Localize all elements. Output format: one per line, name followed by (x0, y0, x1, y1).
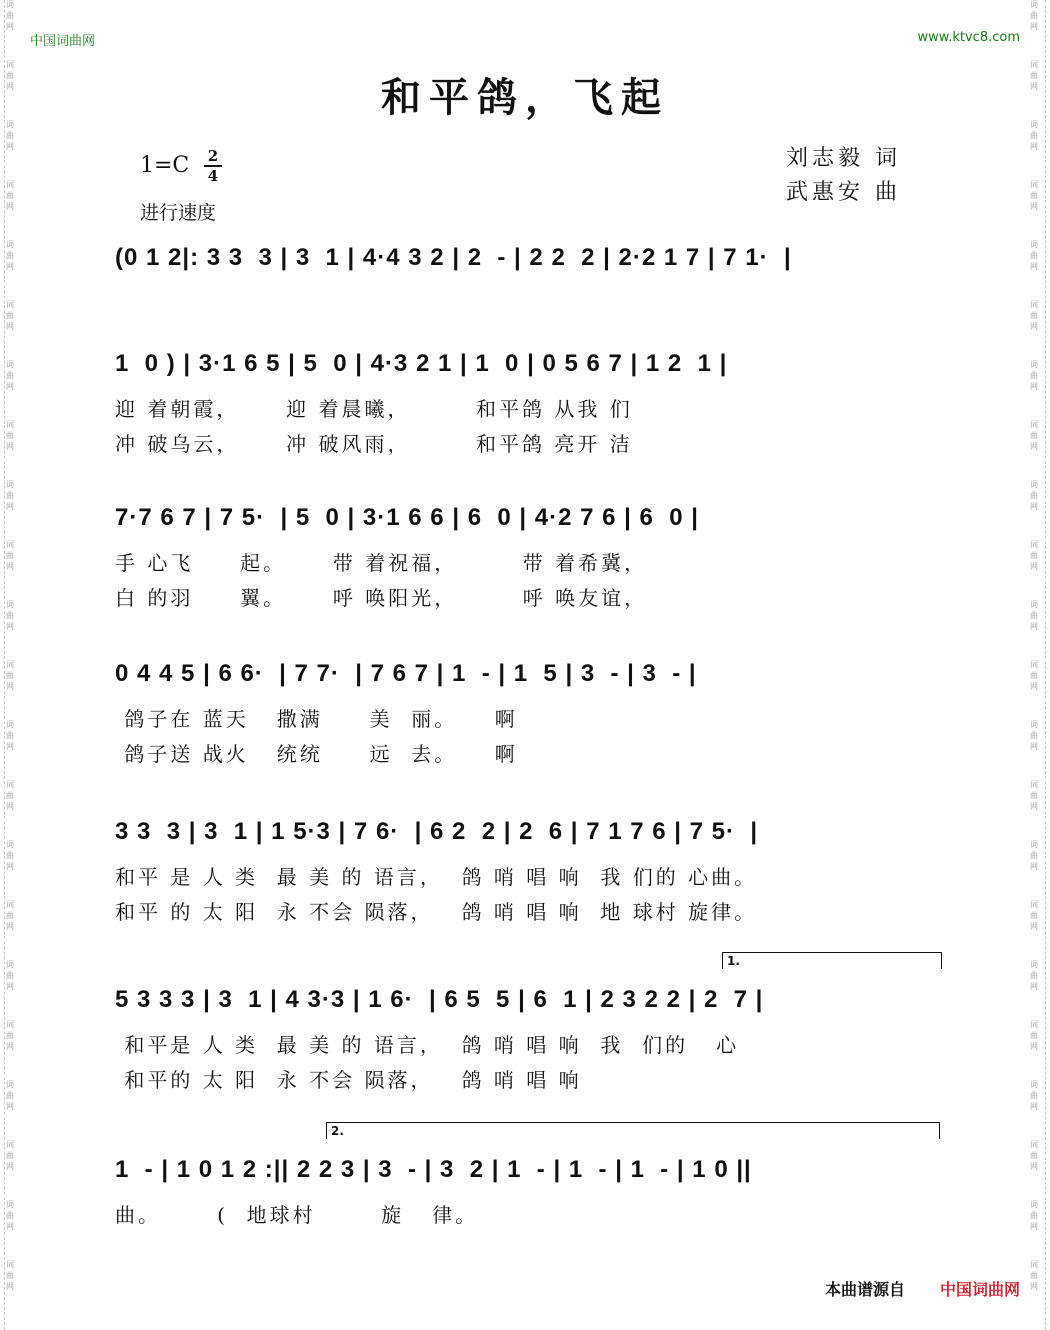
side-watermark-glyph: 网 (1030, 982, 1038, 991)
side-watermark-glyph: 网 (6, 1222, 14, 1231)
side-watermark-glyph: 词 (6, 60, 14, 69)
time-top: 2 (207, 147, 219, 165)
right-dashed-border (1029, 0, 1046, 1330)
side-watermark-glyph: 词 (1030, 840, 1038, 849)
side-watermark-glyph: 曲 (6, 131, 14, 140)
side-watermark-glyph: 词 (1030, 1200, 1038, 1209)
side-watermark-glyph: 曲 (1030, 911, 1038, 920)
side-watermark-glyph: 网 (1030, 322, 1038, 331)
side-watermark-glyph: 曲 (6, 911, 14, 920)
side-watermark-glyph: 词 (6, 1260, 14, 1269)
lyric-line: 和平 的 太 阳 永 不会 陨落， 鸽 哨 唱 响 地 球村 旋律。 (115, 900, 758, 924)
side-watermark-glyph: 词 (1030, 480, 1038, 489)
side-watermark-glyph: 网 (1030, 862, 1038, 871)
side-watermark-glyph: 网 (6, 22, 14, 31)
side-watermark-glyph: 曲 (1030, 1211, 1038, 1220)
side-watermark-glyph: 网 (6, 322, 14, 331)
side-watermark-glyph: 词 (6, 600, 14, 609)
side-watermark-glyph: 网 (6, 202, 14, 211)
side-watermark-glyph: 曲 (1030, 1271, 1038, 1280)
side-watermark-glyph: 词 (1030, 300, 1038, 309)
side-watermark-glyph: 词 (1030, 660, 1038, 669)
footer-source-label: 本曲谱源自 (824, 1280, 905, 1299)
volta-second (326, 1122, 940, 1139)
side-watermark-glyph: 网 (6, 442, 14, 451)
side-watermark-glyph: 曲 (1030, 1031, 1038, 1040)
lyric-line: 和平的 太 阳 永 不会 陨落， 鸽 哨 唱 响 (115, 1068, 582, 1092)
side-watermark-glyph: 词 (6, 360, 14, 369)
side-watermark-glyph: 词 (1030, 60, 1038, 69)
side-watermark-glyph: 网 (6, 82, 14, 91)
side-watermark-glyph: 网 (1030, 202, 1038, 211)
side-watermark-glyph: 曲 (6, 1151, 14, 1160)
side-watermark-glyph: 曲 (1030, 11, 1038, 20)
side-watermark-glyph: 网 (1030, 1102, 1038, 1111)
side-watermark-glyph: 网 (1030, 1162, 1038, 1171)
side-watermark-glyph: 网 (1030, 1222, 1038, 1231)
side-watermark-glyph: 网 (6, 262, 14, 271)
side-watermark-glyph: 曲 (6, 791, 14, 800)
side-watermark-glyph: 词 (1030, 1080, 1038, 1089)
side-watermark-glyph: 词 (1030, 960, 1038, 969)
side-watermark-glyph: 词 (1030, 180, 1038, 189)
side-watermark-glyph: 网 (6, 382, 14, 391)
side-watermark-glyph: 曲 (1030, 1151, 1038, 1160)
site-logo-text[interactable]: 中国词曲网 (30, 34, 96, 49)
composer-credit: 武惠安 曲 (786, 180, 901, 205)
side-watermark-glyph: 曲 (6, 71, 14, 80)
side-watermark-glyph: 词 (6, 1080, 14, 1089)
side-watermark-glyph: 曲 (1030, 971, 1038, 980)
side-watermark-glyph: 曲 (6, 731, 14, 740)
side-watermark-glyph: 曲 (1030, 551, 1038, 560)
side-watermark-glyph: 网 (6, 502, 14, 511)
side-watermark-glyph: 曲 (6, 1031, 14, 1040)
side-watermark-glyph: 曲 (1030, 791, 1038, 800)
side-watermark-glyph: 曲 (1030, 71, 1038, 80)
side-watermark-glyph: 曲 (6, 251, 14, 260)
volta-first (722, 952, 942, 969)
footer-source-site[interactable]: 中国词曲网 (939, 1280, 1020, 1299)
side-watermark-glyph: 曲 (1030, 491, 1038, 500)
side-watermark-glyph: 词 (6, 420, 14, 429)
side-watermark-glyph: 曲 (1030, 671, 1038, 680)
side-watermark-glyph: 网 (6, 802, 14, 811)
notation-line: 1 - | 1 0 1 2 :|| 2 2 3 | 3 - | 3 2 | 1 - | 1 - | 1 - | 1 0 || (115, 1156, 752, 1183)
side-watermark-glyph: 网 (1030, 622, 1038, 631)
side-watermark-glyph: 词 (6, 0, 14, 9)
side-watermark-glyph: 曲 (1030, 311, 1038, 320)
side-watermark-glyph: 曲 (1030, 131, 1038, 140)
side-watermark-glyph: 曲 (6, 611, 14, 620)
side-watermark-glyph: 网 (1030, 502, 1038, 511)
side-watermark-glyph: 词 (6, 240, 14, 249)
side-watermark-glyph: 曲 (6, 971, 14, 980)
lyric-line: 和平 是 人 类 最 美 的 语言， 鸽 哨 唱 响 我 们的 心曲。 (115, 865, 758, 889)
notation-line: 7·7 6 7 | 7 5· | 5 0 | 3·1 6 6 | 6 0 | 4·2 7 6 | 6 0 | (115, 504, 699, 531)
side-watermark-glyph: 网 (6, 1042, 14, 1051)
side-watermark-glyph: 网 (1030, 802, 1038, 811)
side-watermark-glyph: 网 (6, 982, 14, 991)
lyric-line: 鸽子送 战火 统统 远 去。 啊 (115, 742, 518, 766)
side-watermark-glyph: 曲 (1030, 191, 1038, 200)
side-watermark-glyph: 网 (1030, 1282, 1038, 1291)
side-watermark-glyph: 词 (1030, 420, 1038, 429)
side-watermark-glyph: 词 (6, 960, 14, 969)
side-watermark-glyph: 词 (6, 180, 14, 189)
side-watermark-glyph: 网 (6, 1282, 14, 1291)
side-watermark-glyph: 网 (1030, 562, 1038, 571)
side-watermark-glyph: 曲 (1030, 1091, 1038, 1100)
side-watermark-glyph: 词 (6, 1140, 14, 1149)
lyric-line: 手 心飞 起。 带 着祝福， 带 着希冀， (115, 551, 648, 575)
lyric-line: 冲 破乌云， 冲 破风雨， 和平鸽 亮开 洁 (115, 432, 633, 456)
side-watermark-glyph: 网 (1030, 382, 1038, 391)
side-watermark-glyph: 曲 (1030, 731, 1038, 740)
lyric-line: 和平是 人 类 最 美 的 语言， 鸽 哨 唱 响 我 们的 心 (115, 1033, 740, 1057)
side-watermark-glyph: 词 (6, 660, 14, 669)
notation-line: 0 4 4 5 | 6 6· | 7 7· | 7 6 7 | 1 - | 1 5 | 3 - | 3 - | (115, 660, 697, 687)
side-watermark-glyph: 词 (1030, 780, 1038, 789)
lyric-line: 白 的羽 翼。 呼 唤阳光， 呼 唤友谊， (115, 586, 648, 610)
notation-line: (0 1 2|: 3 3 3 | 3 1 | 4·4 3 2 | 2 - | 2 2 2 | 2·2 1 7 | 7 1· | (115, 244, 792, 271)
side-watermark-glyph: 网 (1030, 142, 1038, 151)
side-watermark-glyph: 曲 (6, 551, 14, 560)
key-signature: 1=C (140, 153, 190, 178)
side-watermark-glyph: 网 (1030, 442, 1038, 451)
notation-line: 1 0 ) | 3·1 6 5 | 5 0 | 4·3 2 1 | 1 0 | 0 5 6 7 | 1 2 1 | (115, 350, 728, 377)
notation-line: 5 3 3 3 | 3 1 | 4 3·3 | 1 6· | 6 5 5 | 6 1 | 2 3 2 2 | 2 7 | (115, 986, 764, 1013)
side-watermark-glyph: 词 (1030, 1020, 1038, 1029)
side-watermark-glyph: 词 (1030, 540, 1038, 549)
side-watermark-glyph: 词 (1030, 120, 1038, 129)
side-watermark-glyph: 词 (6, 300, 14, 309)
side-watermark-glyph: 词 (6, 840, 14, 849)
side-watermark-glyph: 网 (6, 1162, 14, 1171)
side-watermark-glyph: 词 (1030, 720, 1038, 729)
side-watermark-glyph: 网 (6, 742, 14, 751)
side-watermark-glyph: 词 (6, 540, 14, 549)
side-watermark-glyph: 曲 (1030, 611, 1038, 620)
credits (786, 142, 901, 210)
side-watermark-glyph: 网 (1030, 922, 1038, 931)
side-watermark-glyph: 词 (1030, 240, 1038, 249)
site-url[interactable]: www.ktvc8.com (917, 30, 1020, 45)
side-watermark-glyph: 网 (1030, 22, 1038, 31)
side-watermark-glyph: 网 (1030, 1042, 1038, 1051)
side-watermark-glyph: 词 (1030, 1140, 1038, 1149)
side-watermark-glyph: 词 (6, 1200, 14, 1209)
side-watermark-glyph: 网 (6, 622, 14, 631)
lyric-line: 迎 着朝霞， 迎 着晨曦， 和平鸽 从我 们 (115, 397, 633, 421)
volta-first-label: 1. (727, 954, 740, 968)
song-title: 和平鸽，飞起 (381, 74, 669, 121)
side-watermark-glyph: 曲 (6, 851, 14, 860)
side-watermark-glyph: 曲 (6, 1211, 14, 1220)
side-watermark-glyph: 网 (6, 1102, 14, 1111)
side-watermark-glyph: 曲 (1030, 431, 1038, 440)
side-watermark-glyph: 词 (1030, 360, 1038, 369)
side-watermark-glyph: 网 (1030, 682, 1038, 691)
time-bottom: 4 (207, 167, 219, 185)
side-watermark-glyph: 曲 (1030, 371, 1038, 380)
side-watermark-glyph: 曲 (1030, 851, 1038, 860)
side-watermark-glyph: 曲 (6, 191, 14, 200)
side-watermark-glyph: 词 (6, 900, 14, 909)
lyric-line: 曲。 ( 地球村 旋 律。 (115, 1203, 479, 1227)
side-watermark-glyph: 词 (6, 1020, 14, 1029)
side-watermark-glyph: 词 (6, 480, 14, 489)
side-watermark-glyph: 曲 (6, 11, 14, 20)
side-watermark-glyph: 曲 (6, 311, 14, 320)
side-watermark-glyph: 曲 (6, 1091, 14, 1100)
side-watermark-glyph: 词 (6, 780, 14, 789)
side-watermark-glyph: 词 (6, 720, 14, 729)
side-watermark-glyph: 网 (6, 682, 14, 691)
lyric-line: 鸽子在 蓝天 撒满 美 丽。 啊 (115, 707, 518, 731)
notation-line: 3 3 3 | 3 1 | 1 5·3 | 7 6· | 6 2 2 | 2 6 | 7 1 7 6 | 7 5· | (115, 818, 759, 845)
side-watermark-glyph: 网 (1030, 82, 1038, 91)
side-watermark-glyph: 词 (1030, 1260, 1038, 1269)
side-watermark-glyph: 网 (6, 922, 14, 931)
tempo-marking: 进行速度 (140, 202, 217, 224)
side-watermark-glyph: 网 (1030, 262, 1038, 271)
time-signature (204, 148, 222, 184)
side-watermark-glyph: 词 (1030, 600, 1038, 609)
volta-second-label: 2. (331, 1124, 344, 1138)
side-watermark-glyph: 曲 (6, 491, 14, 500)
side-watermark-glyph: 曲 (6, 1271, 14, 1280)
lyricist-credit: 刘志毅 词 (786, 146, 901, 171)
side-watermark-glyph: 词 (1030, 0, 1038, 9)
side-watermark-glyph: 词 (6, 120, 14, 129)
side-watermark-glyph: 网 (6, 142, 14, 151)
left-dashed-border (4, 0, 21, 1330)
side-watermark-glyph: 曲 (6, 671, 14, 680)
side-watermark-glyph: 曲 (1030, 251, 1038, 260)
side-watermark-glyph: 词 (1030, 900, 1038, 909)
side-watermark-glyph: 网 (1030, 742, 1038, 751)
side-watermark-glyph: 曲 (6, 431, 14, 440)
side-watermark-glyph: 曲 (6, 371, 14, 380)
side-watermark-glyph: 网 (6, 862, 14, 871)
side-watermark-glyph: 网 (6, 562, 14, 571)
